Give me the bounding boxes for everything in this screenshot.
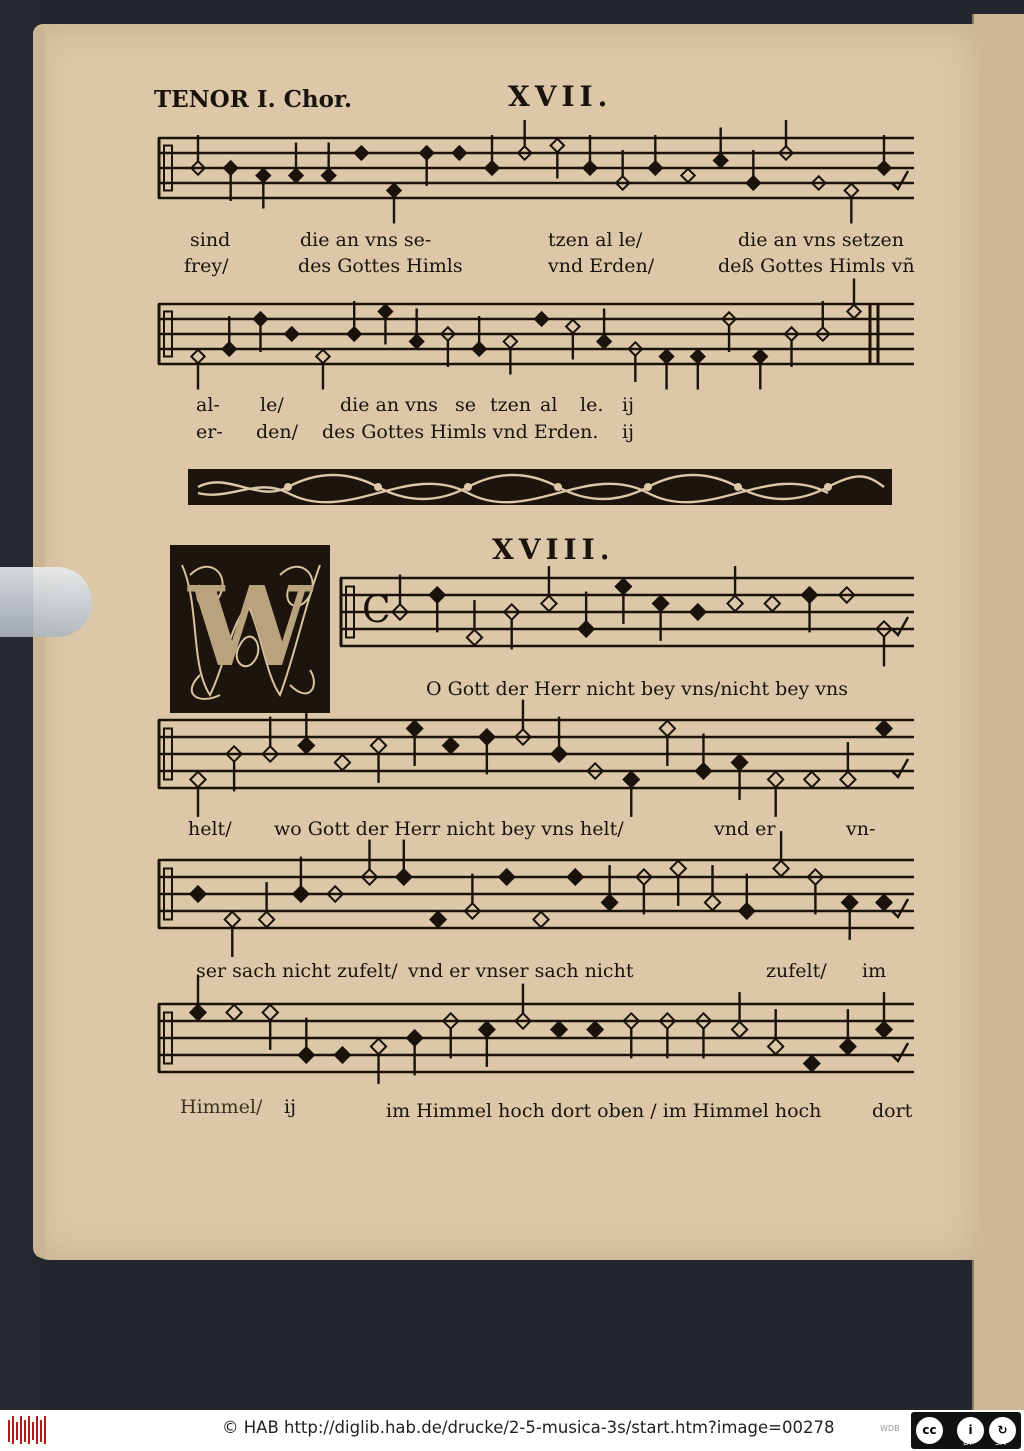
page-edge xyxy=(33,30,45,1258)
copyright-link[interactable]: © HAB http://diglib.hab.de/drucke/2-5-musica-3s/start.htm?image=00278 xyxy=(222,1418,835,1437)
music-staff-3 xyxy=(340,566,914,658)
lyric-line: ij xyxy=(622,394,634,416)
lyric-line: zufelt/ xyxy=(766,960,827,982)
lyric-line: er- xyxy=(196,421,223,443)
music-staff-2 xyxy=(158,292,914,376)
piece-17-number: XVII. xyxy=(508,80,613,113)
music-staff-4 xyxy=(158,708,914,800)
music-staff-1 xyxy=(158,126,914,210)
lyric-line: den/ xyxy=(256,421,299,443)
lyric-line: tzen al le/ xyxy=(548,229,643,251)
lyric-line: al xyxy=(540,394,558,416)
running-head: TENOR I. Chor. xyxy=(154,86,352,113)
lyric-line: die an vns se- xyxy=(300,229,432,251)
lyric-line: se xyxy=(455,394,476,416)
lyric-line: des Gottes Himls xyxy=(298,255,463,277)
ornamental-border xyxy=(188,467,892,507)
lyric-line: frey/ xyxy=(184,255,229,277)
lyric-line: deß Gottes Himls vñ xyxy=(718,255,915,277)
lyric-line: im xyxy=(862,960,887,982)
license-sa-label: SA xyxy=(995,1438,1006,1447)
hab-logo-icon xyxy=(6,1414,50,1446)
share-alike-icon: ↻ xyxy=(987,1415,1018,1446)
music-staff-6 xyxy=(158,992,914,1084)
lyric-line: helt/ xyxy=(188,818,232,840)
lyric-line: die an vns setzen xyxy=(738,229,905,251)
svg-text:C: C xyxy=(362,587,391,632)
lyric-line: al- xyxy=(196,394,220,416)
lyric-line: O Gott der Herr nicht bey vns/nicht bey vns xyxy=(426,678,849,700)
lyric-line: le/ xyxy=(260,394,284,416)
lyric-line: im Himmel hoch dort oben / im Himmel hoch xyxy=(386,1100,822,1122)
decorated-initial xyxy=(170,545,330,713)
lyric-line: tzen xyxy=(490,394,532,416)
wdb-label: WDB xyxy=(880,1424,900,1433)
music-staff-5 xyxy=(158,848,914,940)
lyric-line: vnd er xyxy=(714,818,776,840)
cc-license-badge[interactable] xyxy=(911,1412,1021,1449)
lyric-line: ser sach nicht zufelt/ xyxy=(196,960,398,982)
initial-letter: W xyxy=(188,562,312,691)
page-clip xyxy=(0,567,92,637)
lyric-line: des Gottes Himls vnd Erden. xyxy=(322,421,599,443)
lyric-line: dort xyxy=(872,1100,913,1122)
lyric-line: vn- xyxy=(846,818,876,840)
cc-icon: cc xyxy=(914,1415,945,1446)
lyric-line: wo Gott der Herr nicht bey vns helt/ xyxy=(274,818,624,840)
lyric-line: sind xyxy=(190,229,231,251)
piece-18-number: XVIII. xyxy=(492,533,615,566)
lyric-line: le. xyxy=(580,394,604,416)
attribution-icon: i xyxy=(955,1415,986,1446)
lyric-line: die an vns xyxy=(340,394,438,416)
lyric-line: ij xyxy=(622,421,634,443)
lyric-line: Himmel/ xyxy=(180,1096,263,1118)
lyric-line: vnd Erden/ xyxy=(548,255,655,277)
lyric-line: vnd er vnser sach nicht xyxy=(408,960,634,982)
facing-page-edge xyxy=(972,14,1024,1410)
lyric-line: ij xyxy=(284,1096,296,1118)
license-by-label: BY xyxy=(963,1438,973,1447)
footer-bar xyxy=(0,1410,1024,1451)
